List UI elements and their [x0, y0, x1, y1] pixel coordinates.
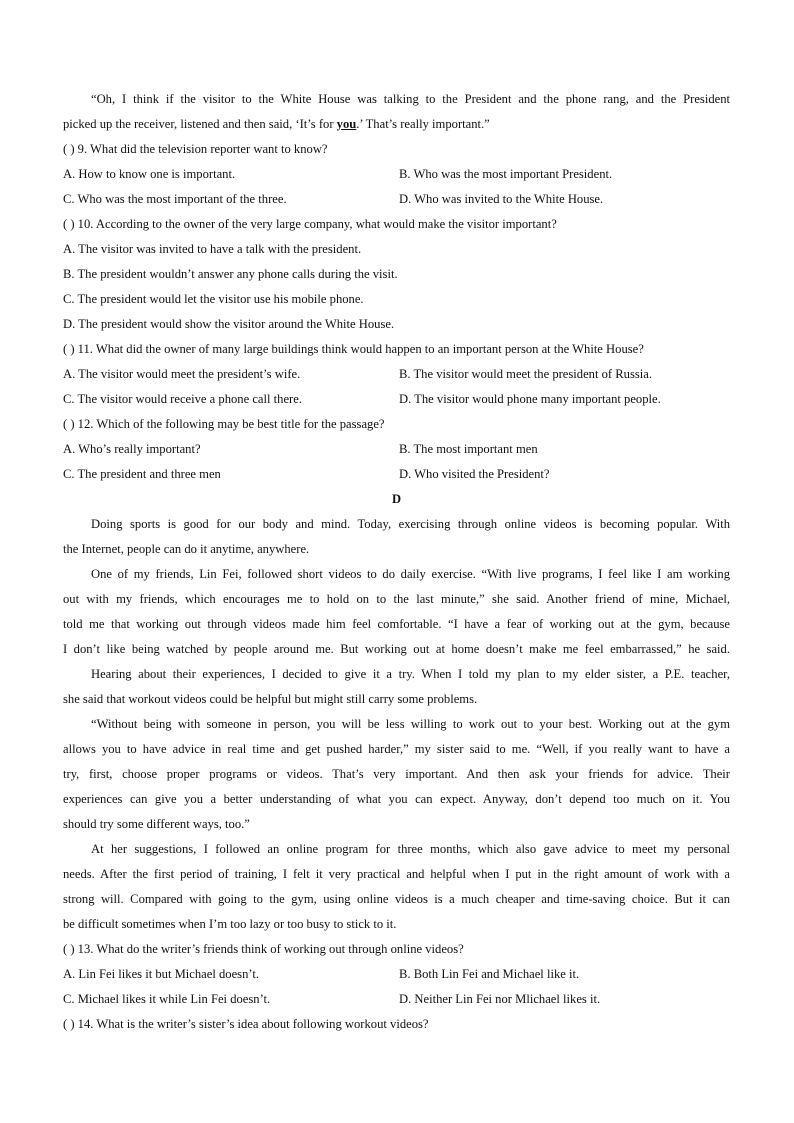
passage-d-p5-line-1: At her suggestions, I followed an online program for three months, which also gave advice to meet my personal	[91, 842, 730, 856]
passage-d-p5-line-4: be difficult sometimes when I’m too lazy or too busy to stick to it.	[63, 917, 397, 931]
section-d-heading: D	[391, 492, 402, 506]
question-12-stem: ( ) 12. Which of the following may be best title for the passage?	[63, 417, 385, 431]
passage-c-text: picked up the receiver, listened and then said, ‘It’s for	[63, 117, 337, 131]
passage-c-text-end: .’ That’s really important.”	[356, 117, 490, 131]
option-11d[interactable]: D. The visitor would phone many important people.	[399, 392, 661, 406]
option-10c[interactable]: C. The president would let the visitor use his mobile phone.	[63, 292, 364, 306]
passage-d-p4-line-3: try, first, choose proper programs or videos. That’s very important. And then ask your friends for advice. Their	[63, 767, 730, 781]
question-9-options-row-2	[63, 187, 730, 212]
option-12c[interactable]: C. The president and three men	[63, 467, 221, 481]
passage-d-p3-line-1: Hearing about their experiences, I decided to give it a try. When I told my plan to my elder sister, a P.E. teacher,	[91, 667, 730, 681]
option-13c[interactable]: C. Michael likes it while Lin Fei doesn’t.	[63, 992, 271, 1006]
option-9d[interactable]: D. Who was invited to the White House.	[399, 192, 604, 206]
passage-d-p3-line-2: she said that workout videos could be helpful but might still carry some problems.	[63, 692, 478, 706]
emphasis-you: you	[336, 117, 357, 131]
passage-d-p1-line-1: Doing sports is good for our body and mind. Today, exercising through online videos is becoming popular. With	[91, 517, 730, 531]
question-10-stem: ( ) 10. According to the owner of the very large company, what would make the visitor important?	[63, 217, 557, 231]
option-10b[interactable]: B. The president wouldn’t answer any phone calls during the visit.	[63, 267, 398, 281]
question-12-options-row-1	[63, 437, 730, 462]
question-13-options-row-1	[63, 962, 730, 987]
question-9-stem: ( ) 9. What did the television reporter want to know?	[63, 142, 328, 156]
option-12b[interactable]: B. The most important men	[399, 442, 538, 456]
question-11-stem: ( ) 11. What did the owner of many large buildings think would happen to an important person at the White House?	[63, 342, 644, 356]
option-9a[interactable]: A. How to know one is important.	[63, 167, 236, 181]
option-12d[interactable]: D. Who visited the President?	[399, 467, 550, 481]
passage-d-p2-line-3: told me that working out through videos made him feel comfortable. “I have a fear of working out at the gym, because	[63, 617, 730, 631]
option-9b[interactable]: B. Who was the most important President.	[399, 167, 613, 181]
question-12-options-row-2	[63, 462, 730, 487]
option-13d[interactable]: D. Neither Lin Fei nor Mlichael likes it.	[399, 992, 601, 1006]
passage-d-p5-line-3: strong will. Compared with going to the gym, using online videos is a much cheaper and time-saving choice. But it can	[63, 892, 730, 906]
passage-c-last-line-2	[63, 112, 730, 137]
question-11-options-row-2	[63, 387, 730, 412]
option-10a[interactable]: A. The visitor was invited to have a talk with the president.	[63, 242, 362, 256]
option-11b[interactable]: B. The visitor would meet the president of Russia.	[399, 367, 653, 381]
passage-d-p1-line-2: the Internet, people can do it anytime, anywhere.	[63, 542, 310, 556]
passage-d-p2-line-2: out with my friends, which encourages me to hold on to the last minute,” she said. Another friend of mine, Michael,	[63, 592, 730, 606]
option-13a[interactable]: A. Lin Fei likes it but Michael doesn’t.	[63, 967, 259, 981]
option-9c[interactable]: C. Who was the most important of the three.	[63, 192, 287, 206]
passage-d-p4-line-4: experiences can give you a better understanding of what you can expect. Anyway, don’t depend too much on it. You	[63, 792, 730, 806]
option-11a[interactable]: A. The visitor would meet the president’s wife.	[63, 367, 301, 381]
passage-d-p4-line-5: should try some different ways, too.”	[63, 817, 250, 831]
passage-d-p4-line-1: “Without being with someone in person, you will be less willing to work out to your best. Working out at the gym	[91, 717, 730, 731]
passage-d-p5-line-2: needs. After the first period of training, I felt it very practical and helpful when I put in the right amount of work with a	[63, 867, 730, 881]
question-14-stem: ( ) 14. What is the writer’s sister’s idea about following workout videos?	[63, 1017, 429, 1031]
passage-c-last-line-1: “Oh, I think if the visitor to the White House was talking to the President and the phone rang, and the President	[91, 92, 730, 106]
option-12a[interactable]: A. Who’s really important?	[63, 442, 201, 456]
worksheet-page	[63, 87, 730, 1037]
passage-d-p4-line-2: allows you to have advice in real time and get pushed harder,” my sister said to me. “Well, if you really want to have a	[63, 742, 730, 756]
passage-d-p2-line-1: One of my friends, Lin Fei, followed short videos to do daily exercise. “With live programs, I feel like I am working	[91, 567, 730, 581]
question-13-options-row-2	[63, 987, 730, 1012]
option-11c[interactable]: C. The visitor would receive a phone call there.	[63, 392, 302, 406]
option-13b[interactable]: B. Both Lin Fei and Michael like it.	[399, 967, 580, 981]
question-13-stem: ( ) 13. What do the writer’s friends think of working out through online videos?	[63, 942, 464, 956]
passage-d-p2-line-4: I don’t like being watched by people around me. But working out at home doesn’t make me feel embarrassed,” he said.	[63, 642, 730, 656]
question-9-options-row-1	[63, 162, 730, 187]
question-11-options-row-1	[63, 362, 730, 387]
option-10d[interactable]: D. The president would show the visitor around the White House.	[63, 317, 395, 331]
